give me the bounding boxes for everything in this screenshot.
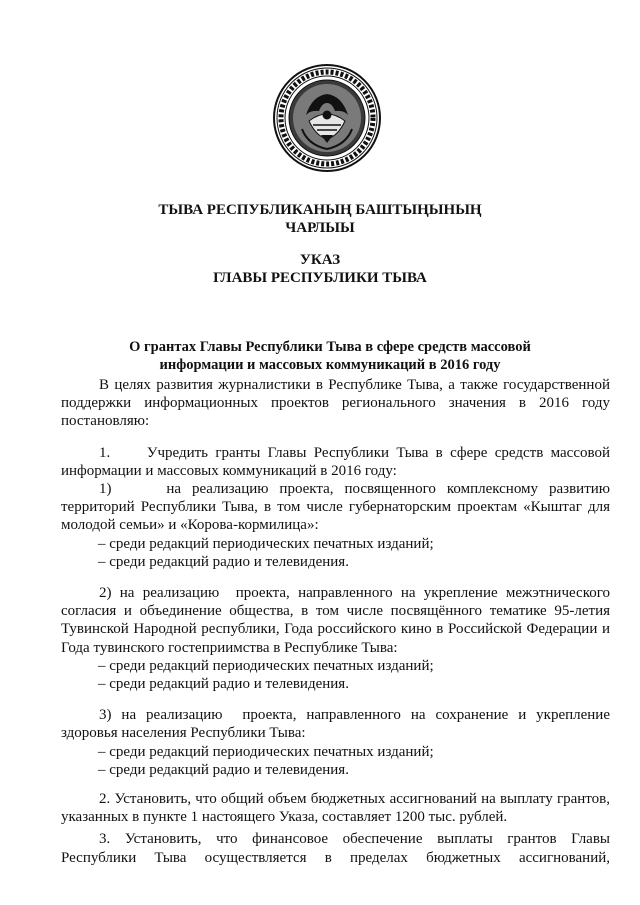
sub-item-1-radio-tv: – среди редакций радио и телевидения. [98,553,349,570]
document-title-line-2: информации и массовых коммуникаций в 2016 году [159,357,501,373]
document-title-line-1: О грантах Главы Республики Тыва в сфере средств массовой [129,339,531,355]
sub-item-1-print-media: – среди редакций периодических печатных изданий; [98,535,434,552]
item-1-paragraph: 1. Учредить гранты Главы Республики Тыва в сфере средств массовой информации и массовых коммуникаций в 2016 году: [61,444,610,479]
sub-item-1-paragraph: 1) на реализацию проекта, посвященного комплексному развитию территорий Республики Тыва, в том числе губернаторским проектам «Кыштаг для молодой семьи» и «Корова-кормилица»: [61,481,610,534]
issuer-line: ГЛАВЫ РЕСПУБЛИКИ ТЫВА [213,270,427,286]
coat-of-arms-emblem-icon [272,63,382,173]
header-line-2: ЧАРЛЫЫ [285,220,355,236]
sub-item-3-paragraph: 3) на реализацию проекта, направленного на сохранение и укрепление здоровья населения Республики Тыва: [61,707,610,742]
sub-item-3-print-media: – среди редакций периодических печатных изданий; [98,743,434,760]
sub-item-2-paragraph: 2) на реализацию проекта, направленного на укрепление межэтнического согласия и объединение общества, в том числе посвящённого тематике 95-летия Тувинской Народной республики, Года российского кино в Российской Федерации и Года тувинского гостеприимства в Республике Тыва: [61,585,610,656]
sub-item-3-radio-tv: – среди редакций радио и телевидения. [98,761,349,778]
intro-paragraph: В целях развития журналистики в Республике Тыва, а также государственной поддержки информационных проектов регионального значения в 2016 году постановляю: [61,377,610,430]
sub-item-2-radio-tv: – среди редакций радио и телевидения. [98,676,349,693]
item-3-paragraph: 3. Установить, что финансовое обеспечение выплаты грантов Главы Республики Тыва осуществляется в пределах бюджетных ассигнований, [61,831,610,866]
sub-item-2-print-media: – среди редакций периодических печатных изданий; [98,657,434,674]
document-type: УКАЗ [299,252,341,268]
header-line-1: ТЫВА РЕСПУБЛИКАНЫҢ БАШТЫҢЫНЫҢ [158,202,482,218]
document-body [61,376,610,867]
item-2-paragraph: 2. Установить, что общий объем бюджетных ассигнований на выплату грантов, указанных в пункте 1 настоящего Указа, составляет 1200 тыс. рублей. [61,791,610,826]
